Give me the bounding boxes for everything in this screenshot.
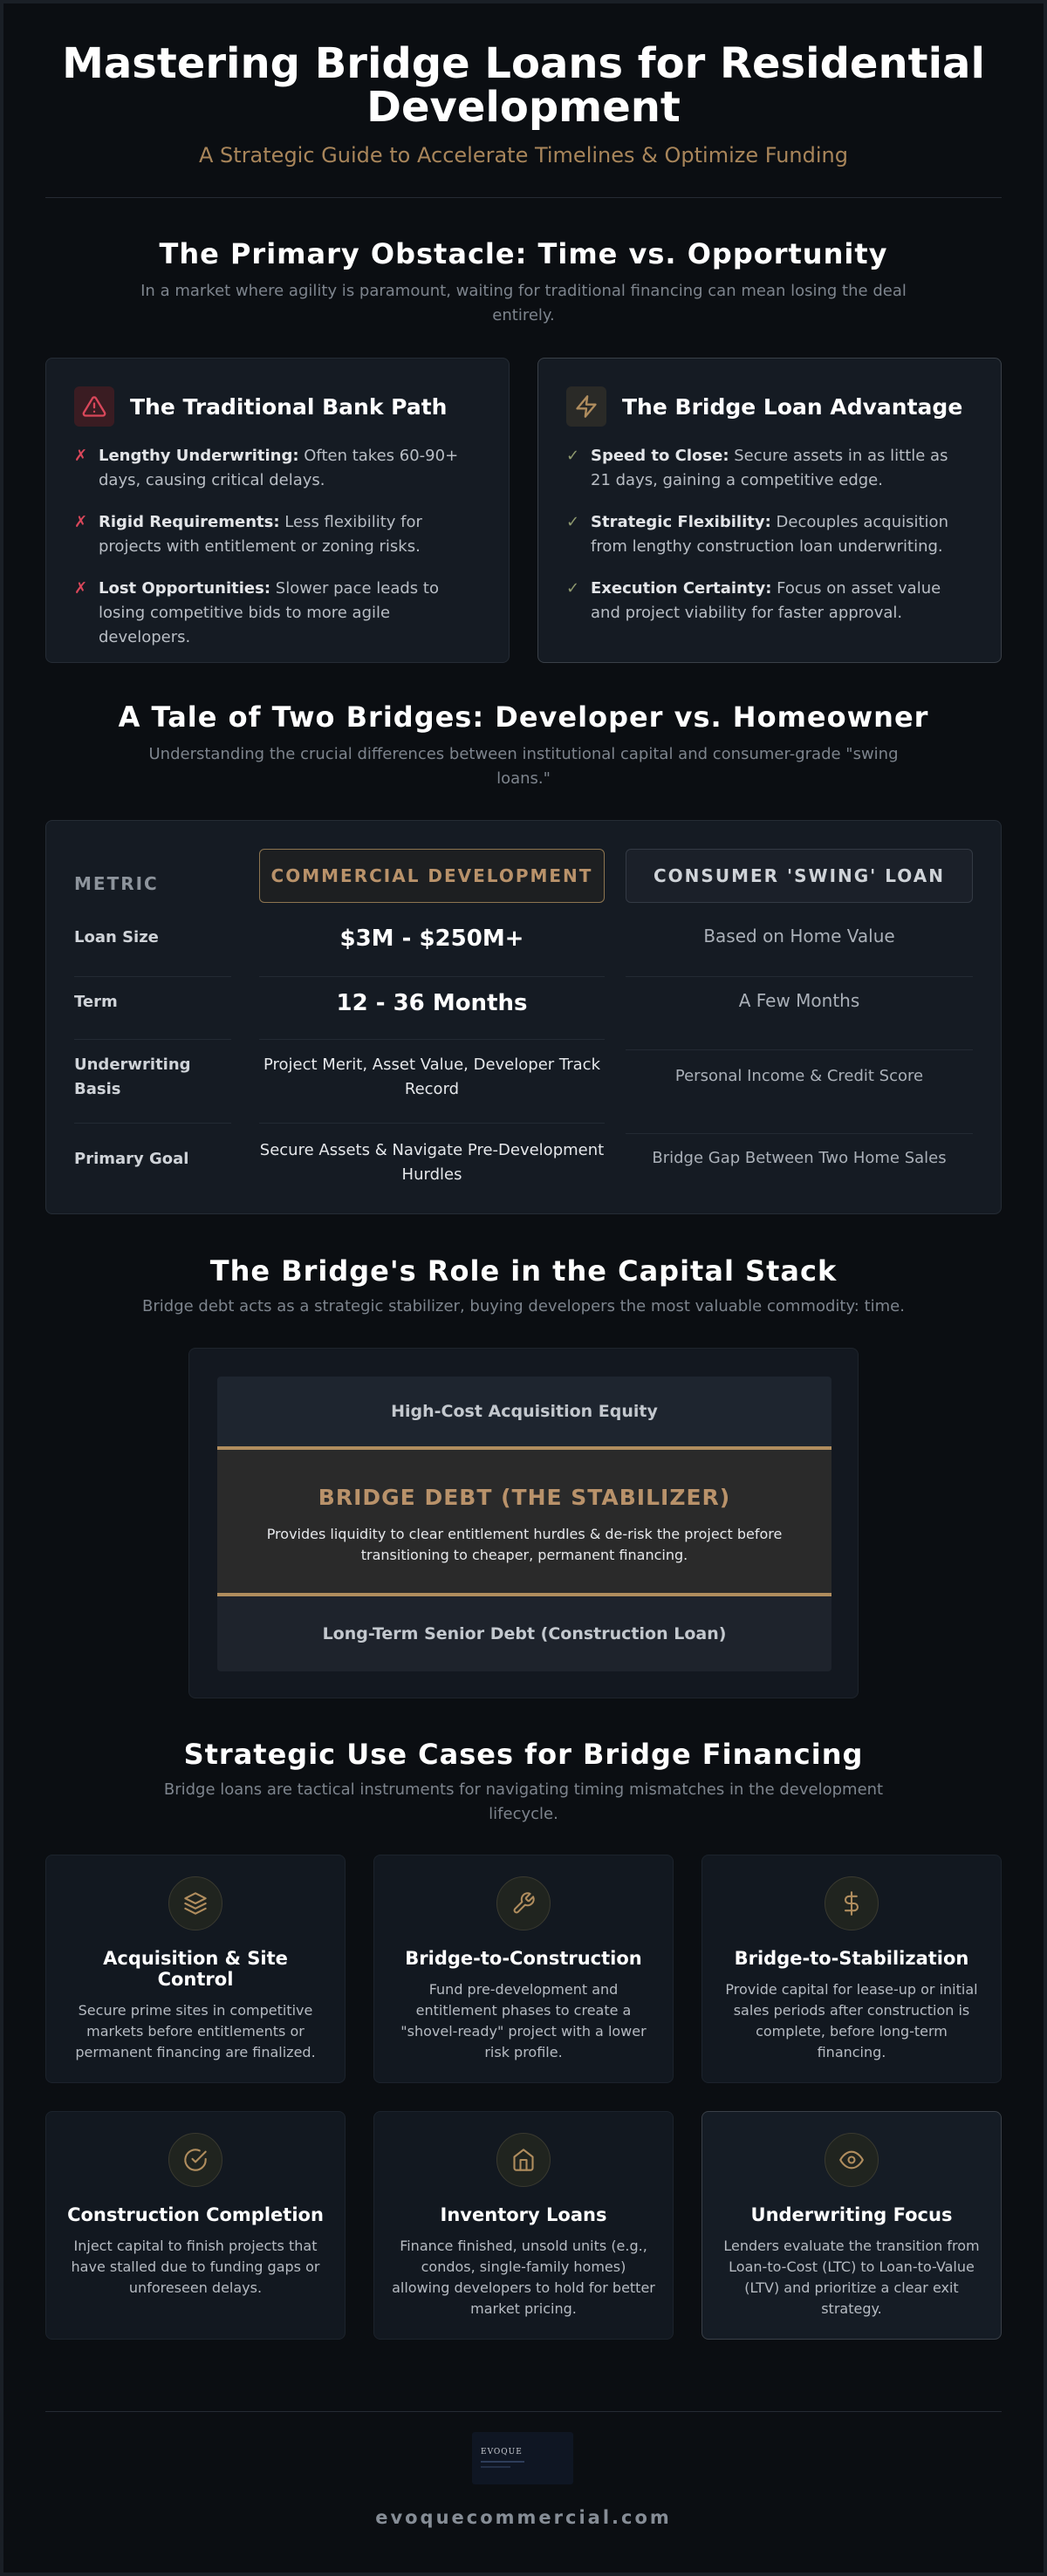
row-divider: [259, 1039, 605, 1040]
row-divider: [259, 976, 605, 977]
page-subtitle: A Strategic Guide to Accelerate Timelines & Optimize Funding: [199, 143, 848, 167]
wrench-icon: [496, 1876, 551, 1930]
list-item: [74, 510, 481, 559]
page-title: Mastering Bridge Loans for Residential Development: [62, 39, 985, 132]
row-metric: Term: [74, 993, 118, 1011]
item-text: Focus on asset value and project viability for faster approval.: [591, 579, 941, 622]
item-label: Lengthy Underwriting:: [99, 447, 299, 465]
row-divider: [626, 976, 973, 977]
item-label: Speed to Close:: [591, 447, 729, 465]
lightning-icon: [566, 386, 606, 427]
row-metric: Loan Size: [74, 928, 159, 946]
row-divider: [626, 1133, 973, 1134]
logo-line: [481, 2461, 524, 2463]
use-case-card: [701, 1855, 1002, 2083]
metric-header: METRIC: [74, 873, 159, 894]
use-case-card: [45, 2111, 346, 2340]
divider: [45, 197, 1002, 198]
item-text: Slower pace leads to losing competitive bids to more agile developers.: [99, 579, 439, 646]
row-consumer: Personal Income & Credit Score: [674, 1067, 924, 1085]
bridge-layer-desc: Provides liquidity to clear entitlement hurdles & de-risk the project before transitioning to cheaper, permanent financing.: [266, 1526, 783, 1563]
use-case-desc: Finance finished, unsold units (e.g., condos, single-family homes) allowing developers to hold for better market pricing.: [392, 2238, 655, 2317]
logo-line: [481, 2466, 510, 2468]
bridge-loan-card: [537, 358, 1002, 663]
item-text: Often takes 60-90+ days, causing critical delays.: [99, 447, 459, 489]
stack-equity-layer: High-Cost Acquisition Equity: [217, 1377, 831, 1446]
use-cases-subtitle: Bridge loans are tactical instruments for navigating timing mismatches in the development lifecycle.: [163, 1780, 884, 1823]
row-metric: Primary Goal: [74, 1150, 189, 1168]
comparison-table: [45, 820, 1002, 1214]
divider: [45, 2411, 1002, 2412]
use-case-title: Inventory Loans: [440, 2204, 607, 2225]
capital-stack-title: The Bridge's Role in the Capital Stack: [209, 1254, 838, 1288]
traditional-bank-title: The Traditional Bank Path: [130, 393, 448, 420]
item-label: Lost Opportunities:: [99, 579, 271, 598]
consumer-header: CONSUMER 'SWING' LOAN: [626, 849, 973, 903]
bridge-loan-title: The Bridge Loan Advantage: [622, 393, 963, 420]
company-logo: [472, 2432, 573, 2484]
stack-bridge-layer: [217, 1446, 831, 1596]
check-mark-icon: ✓: [566, 447, 580, 465]
row-commercial: Project Merit, Asset Value, Developer Track Record: [263, 1056, 600, 1098]
list-item: [566, 577, 973, 625]
use-cases-title: Strategic Use Cases for Bridge Financing: [183, 1738, 864, 1771]
comparison-title: A Tale of Two Bridges: Developer vs. Homeowner: [118, 700, 929, 734]
capital-stack-subtitle: Bridge debt acts as a strategic stabilizer, buying developers the most valuable commodity: time.: [142, 1297, 905, 1315]
row-consumer: Bridge Gap Between Two Home Sales: [652, 1149, 947, 1167]
item-text: Decouples acquisition from lengthy construction loan underwriting.: [591, 513, 948, 556]
logo-text: EVOQUE: [481, 2448, 523, 2456]
x-mark-icon: ✗: [74, 579, 88, 598]
row-divider: [626, 1049, 973, 1050]
x-mark-icon: ✗: [74, 513, 88, 531]
row-commercial: 12 - 36 Months: [336, 990, 528, 1016]
row-metric: Underwriting Basis: [74, 1056, 191, 1098]
list-item: [566, 444, 973, 493]
check-circle-icon: [168, 2133, 222, 2187]
capital-stack-diagram: [188, 1348, 859, 1698]
commercial-header: COMMERCIAL DEVELOPMENT: [259, 849, 605, 903]
layers-icon: [168, 1876, 222, 1930]
row-commercial: Secure Assets & Navigate Pre-Development Hurdles: [259, 1141, 605, 1184]
obstacle-title: The Primary Obstacle: Time vs. Opportunity: [159, 237, 888, 270]
use-case-desc: Fund pre-development and entitlement phases to create a "shovel-ready" project with a lower risk profile.: [400, 1981, 647, 2060]
use-case-title: Bridge-to-Stabilization: [734, 1948, 969, 1969]
item-text: Secure assets in as little as 21 days, gaining a competitive edge.: [591, 447, 948, 489]
row-divider: [259, 1123, 605, 1124]
obstacle-subtitle: In a market where agility is paramount, waiting for traditional financing can mean losing the deal entirely.: [140, 282, 907, 325]
comparison-subtitle: Understanding the crucial differences between institutional capital and consumer-grade "swing loans.": [148, 745, 899, 788]
use-case-desc: Inject capital to finish projects that have stalled due to funding gaps or unforeseen delays.: [71, 2238, 320, 2296]
use-case-desc: Lenders evaluate the transition from Loan-to-Cost (LTC) to Loan-to-Value (LTV) and prioritize a clear exit strategy.: [723, 2238, 980, 2317]
use-case-title: Bridge-to-Construction: [405, 1948, 642, 1969]
row-consumer: A Few Months: [738, 990, 860, 1011]
eye-icon: [825, 2133, 879, 2187]
row-divider: [74, 976, 231, 977]
list-item: [566, 510, 973, 559]
check-mark-icon: ✓: [566, 579, 580, 598]
item-label: Execution Certainty:: [591, 579, 772, 598]
use-case-desc: Secure prime sites in competitive markets before entitlements or permanent financing are finalized.: [75, 2002, 316, 2060]
use-case-title: Construction Completion: [67, 2204, 324, 2225]
use-case-title: Acquisition & Site Control: [103, 1948, 288, 1990]
x-mark-icon: ✗: [74, 447, 88, 465]
use-case-card: [701, 2111, 1002, 2340]
traditional-bank-card: [45, 358, 510, 663]
row-divider: [74, 1039, 231, 1040]
footer-url[interactable]: evoquecommercial.com: [375, 2507, 672, 2528]
bridge-layer-title: BRIDGE DEBT (THE STABILIZER): [318, 1485, 731, 1510]
row-consumer: Based on Home Value: [703, 926, 895, 946]
item-label: Strategic Flexibility:: [591, 513, 771, 531]
stack-senior-debt-layer: Long-Term Senior Debt (Construction Loan): [217, 1596, 831, 1671]
list-item: [74, 577, 481, 650]
warning-triangle-icon: [74, 386, 114, 427]
check-mark-icon: ✓: [566, 513, 580, 531]
home-icon: [496, 2133, 551, 2187]
item-label: Rigid Requirements:: [99, 513, 280, 531]
use-case-card: [45, 1855, 346, 2083]
row-divider: [74, 1123, 231, 1124]
use-case-card: [373, 2111, 674, 2340]
dollar-icon: [825, 1876, 879, 1930]
use-case-title: Underwriting Focus: [750, 2204, 953, 2225]
row-commercial: $3M - $250M+: [339, 926, 524, 952]
use-case-card: [373, 1855, 674, 2083]
list-item: [74, 444, 481, 493]
use-case-desc: Provide capital for lease-up or initial sales periods after construction is complete, before long-term financing.: [725, 1981, 978, 2060]
item-text: Less flexibility for projects with entitlement or zoning risks.: [99, 513, 422, 556]
